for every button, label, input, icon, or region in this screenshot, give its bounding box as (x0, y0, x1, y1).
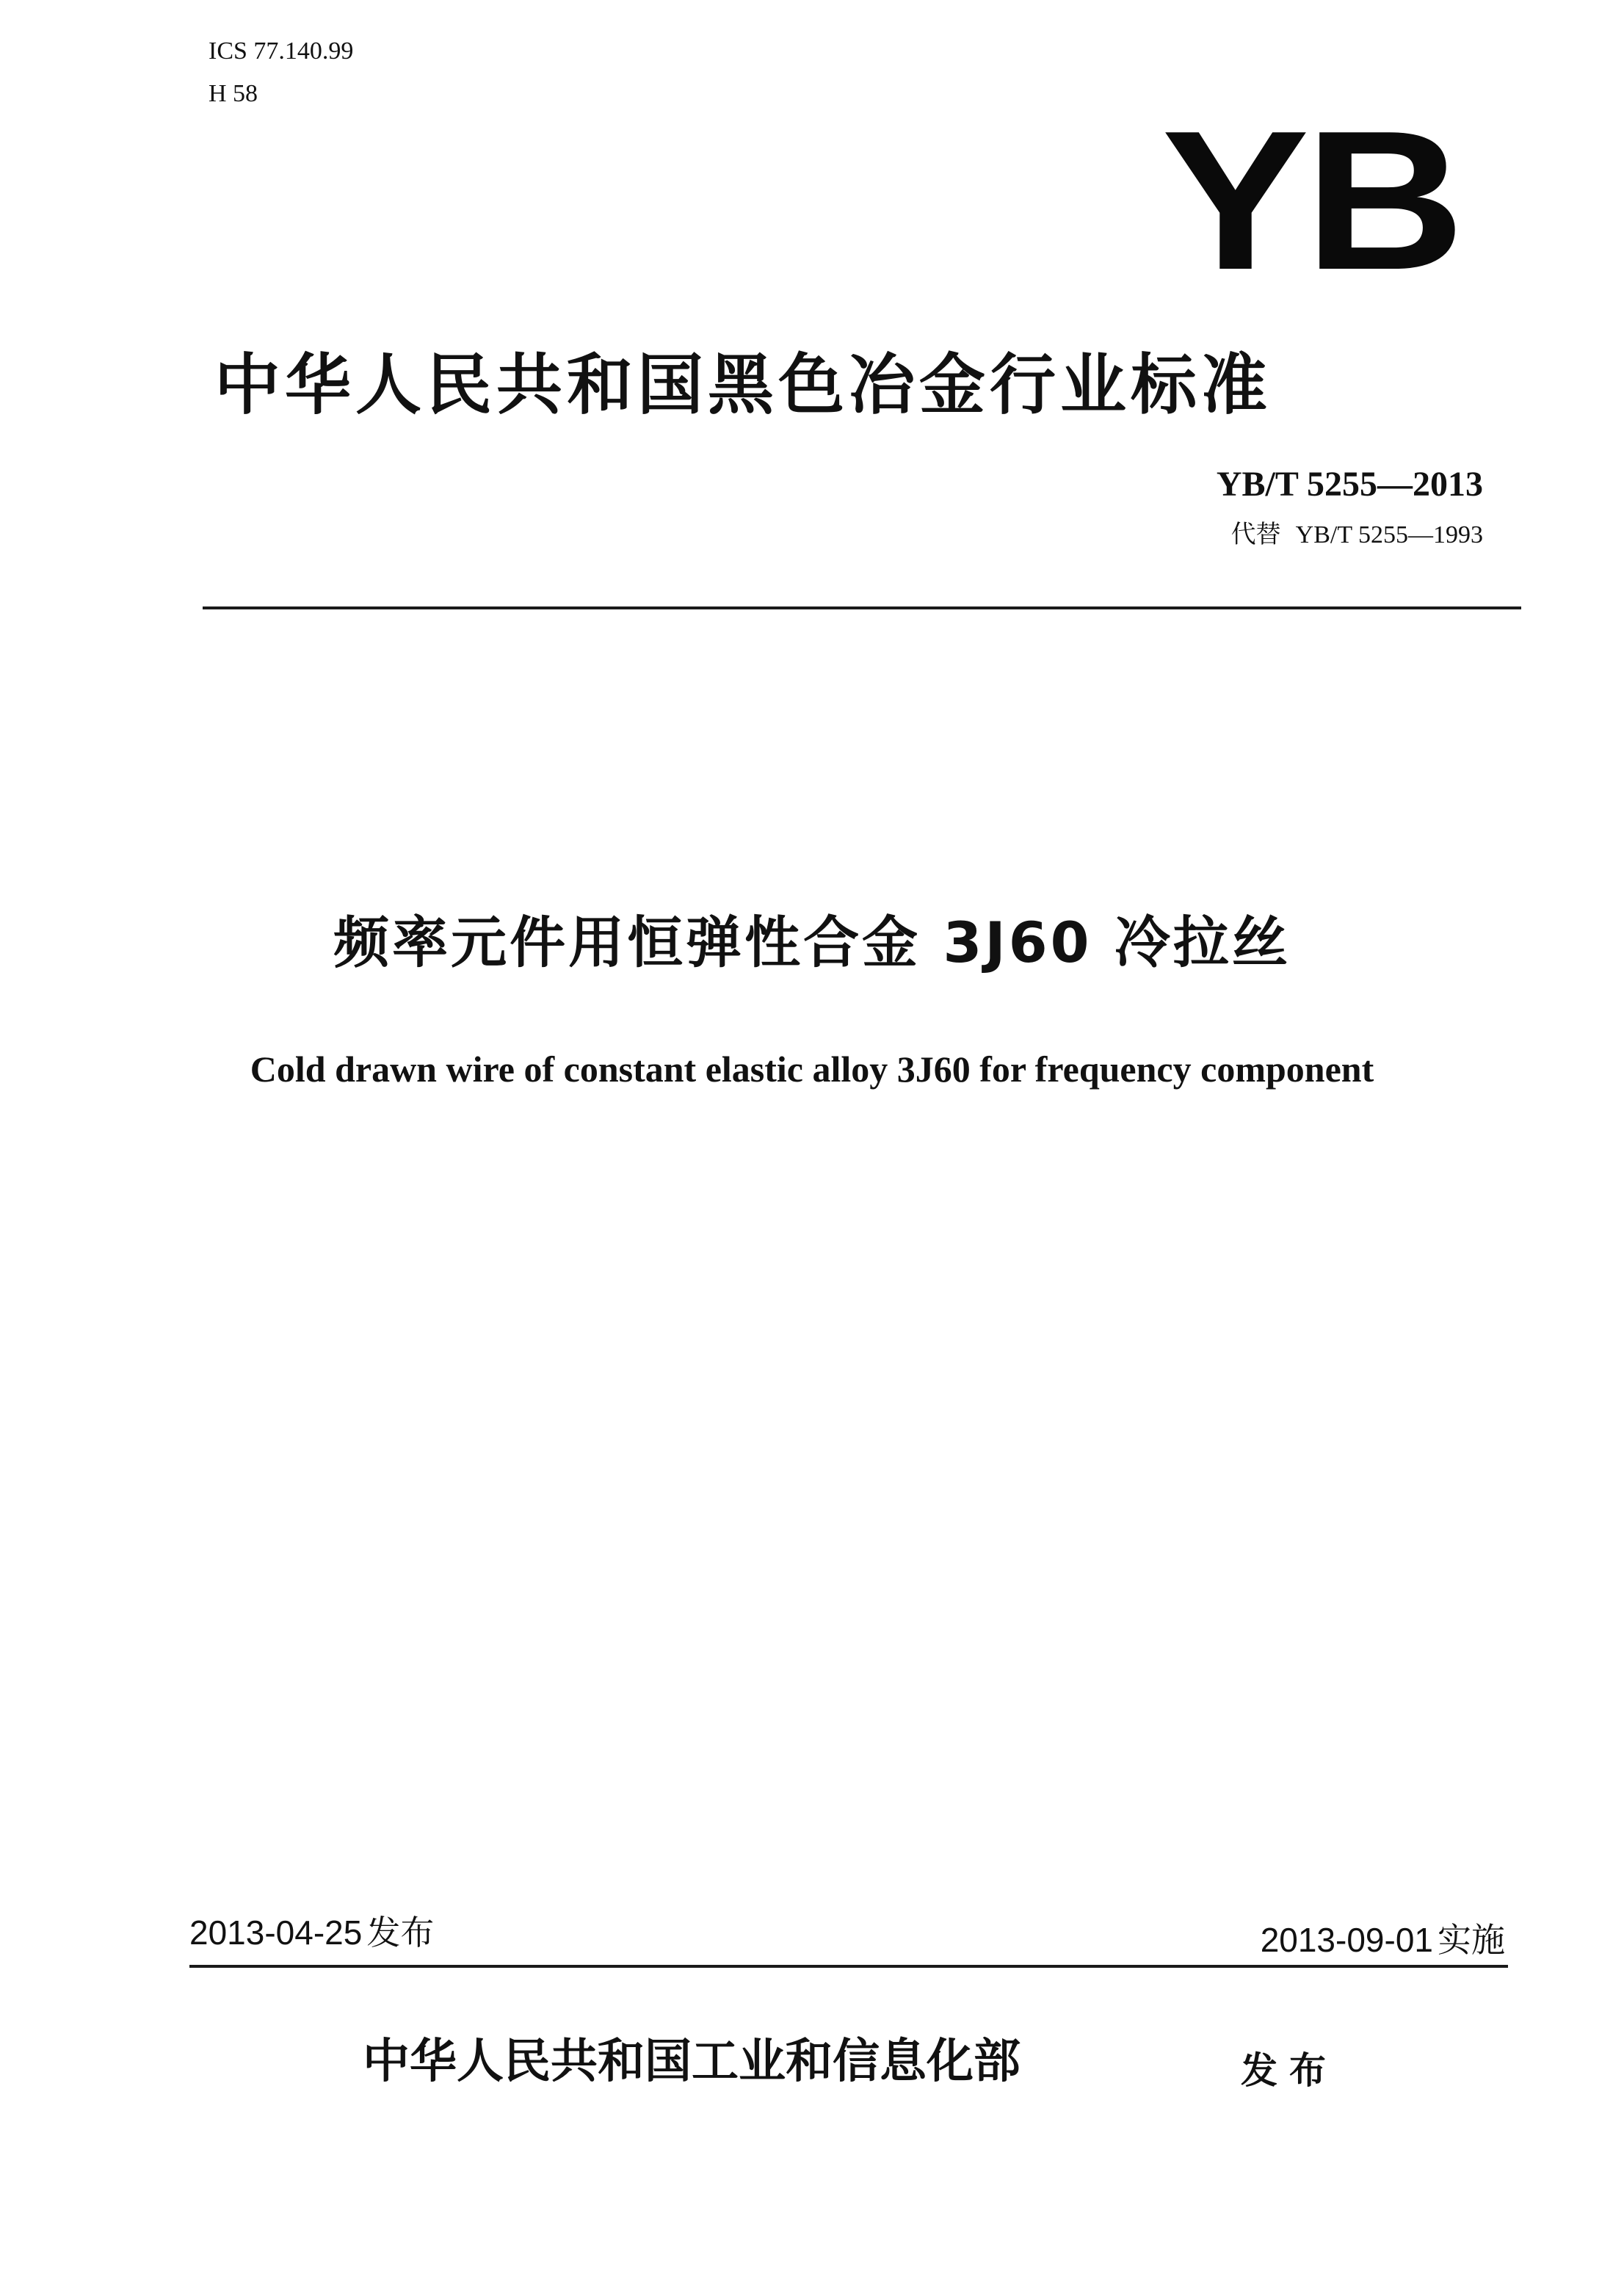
replaces-label: 代替 (1230, 520, 1281, 549)
issue-date-line (189, 1912, 434, 1953)
issue-label: 发布 (366, 1913, 435, 1952)
ics-code: ICS 77.140.99 (209, 37, 354, 65)
document-title-english: Cold drawn wire of constant elastic alloy 3J60 for frequency component (250, 1049, 1374, 1090)
replaces-line (1231, 518, 1483, 551)
issuing-authority: 中华人民共和国工业和信息化部 (363, 2034, 1021, 2089)
header-divider (203, 606, 1521, 609)
document-title-chinese: 频率元件用恒弹性合金 3J60 冷拉丝 (333, 910, 1291, 975)
yb-logo: YB (1161, 90, 1460, 311)
standard-category-title: 中华人民共和国黑色冶金行业标准 (214, 347, 1272, 424)
implementation-date: 2013-09-01 (1260, 1921, 1433, 1959)
standard-number: YB/T 5255—2013 (1216, 465, 1483, 504)
footer-divider (189, 1965, 1508, 1968)
issue-date: 2013-04-25 (189, 1913, 363, 1952)
implementation-label: 实施 (1438, 1921, 1505, 1959)
implementation-date-line (1261, 1919, 1505, 1960)
issuing-verb: 发布 (1241, 2049, 1338, 2092)
replaces-number: YB/T 5255—1993 (1295, 521, 1483, 548)
classification-code: H 58 (209, 80, 258, 107)
